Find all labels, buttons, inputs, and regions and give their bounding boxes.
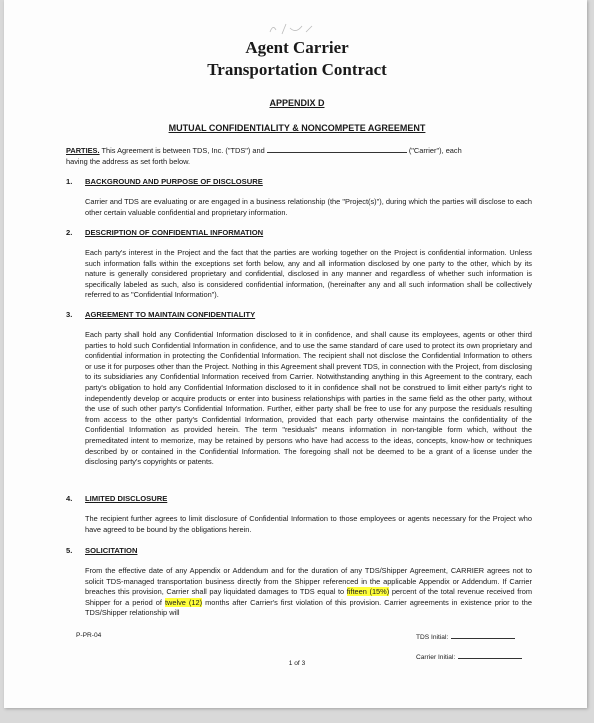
section-5-body [85, 566, 532, 619]
section-4-body: The recipient further agrees to limit disclosure of Confidential Information to those employees or agents necessary for the Project who have agreed to be bound by the obligations herein. [85, 514, 532, 534]
section-5-text-c: months after Carrier's first violation of this provision. Carrier agreements in existence prior to the TDS/Shipper relationship will [85, 597, 532, 618]
agreement-heading: MUTUAL CONFIDENTIALITY & NONCOMPETE AGREEMENT [168, 123, 426, 133]
parties-text-b: ("Carrier"), each [406, 146, 462, 155]
pen-mark [266, 20, 326, 40]
parties-text-a: This Agreement is between TDS, Inc. ("TDS") and [99, 146, 267, 155]
carrier-name-blank [267, 145, 407, 153]
title-line-1: Agent Carrier [245, 38, 349, 57]
section-2-body: Each party's interest in the Project and the fact that the parties are working together on the Project is confidential information. Unless such information falls within the exceptions set forth below, any and all information disclosed by one party to the other, which by its nature is generally considered proprietary and confidential, disclosed in any manner and regardless of whether such information is specifically labeled as such, also is considered confidential information, (hereinafter any and all such information shall be collectively referred to as "Confidential Information"). [85, 248, 532, 300]
section-3-number: 3. [66, 310, 73, 319]
section-5-heading: SOLICITATION [85, 546, 138, 555]
highlight-fifteen: fifteen (15%) [346, 587, 390, 597]
section-3-heading: AGREEMENT TO MAINTAIN CONFIDENTIALITY [85, 310, 256, 319]
section-1-number: 1. [66, 177, 73, 186]
tds-initial [416, 632, 515, 641]
section-4-heading: LIMITED DISCLOSURE [85, 494, 168, 503]
appendix-heading: APPENDIX D [269, 98, 325, 108]
section-5-number: 5. [66, 546, 73, 555]
parties-text-c: having the address as set forth below. [66, 156, 191, 166]
tds-initial-label: TDS Initial: [416, 634, 449, 641]
section-5-text-a: From the effective date of any Appendix or Addendum and for the duration of any TDS/Shipper Agreement, CARRIER agrees not to solicit TDS-managed transportation business directly from the Shipper referenced in the applicable Appendix or Addendum. If Carrier breaches this provision, Carrier shall pay liquidated damages to TDS equal to [85, 566, 532, 597]
section-2-heading: DESCRIPTION OF CONFIDENTIAL INFORMATION [85, 228, 264, 237]
section-4-number: 4. [66, 494, 73, 503]
section-1-heading: BACKGROUND AND PURPOSE OF DISCLOSURE [85, 177, 263, 186]
carrier-initial-line [458, 652, 522, 659]
section-5-text-b: percent of the total revenue received from Shipper for a period of [85, 587, 532, 607]
form-code: P-PR-04 [76, 632, 102, 639]
parties-label: PARTIES. [66, 146, 100, 155]
section-3-body: Each party shall hold any Confidential Information disclosed to it in confidence, and shall cause its employees, agents or other third parties to hold such Confidential Information in confidence, and to use the same standard of care used to protect its own proprietary and confidential information in protecting the Confidential Information. The recipient shall not disclose the Confidential Information to others or use it for purposes other than the Project. Nothing in this Agreement shall prevent TDS, in connection with the Project, from disclosing to its subsidiaries any Confidential Information received from Carrier. Notwithstanding anything in this Agreement to the contrary, each party's obligation to hold any Confidential Information disclosed to it in confidence shall not be construed to limit either party's right to independently develop or acquire products or enter into business relationships with parties in the same field as the other party, without the use of such other party's Confidential Information. Further, either party shall be free to use for any purpose the residuals resulting from access to the other party's Confidential Information, provided that each party otherwise maintains the confidentiality of the Confidential Information as provided herein. The term "residuals" means information in non-tangible form which, without the premeditated intent to memorize, may be retained by persons who have had access to the ideas, concepts, know-how or techniques described by or contained in the Confidential Information. The foregoing shall not be deemed to be a grant of a license under the disclosing party's copyrights or patents. [85, 330, 532, 467]
section-1-body: Carrier and TDS are evaluating or are engaged in a business relationship (the "Project(s)"), during which the parties will disclose to each other certain valuable confidential and proprietary information. [85, 197, 532, 217]
section-2-number: 2. [66, 228, 73, 237]
page-number: 1 of 3 [288, 660, 306, 667]
tds-initial-line [451, 632, 515, 639]
title-line-2: Transportation Contract [207, 60, 387, 79]
parties-paragraph [66, 145, 532, 167]
carrier-initial-label: Carrier Initial: [416, 654, 456, 661]
highlight-twelve: twelve (12) [164, 597, 203, 607]
